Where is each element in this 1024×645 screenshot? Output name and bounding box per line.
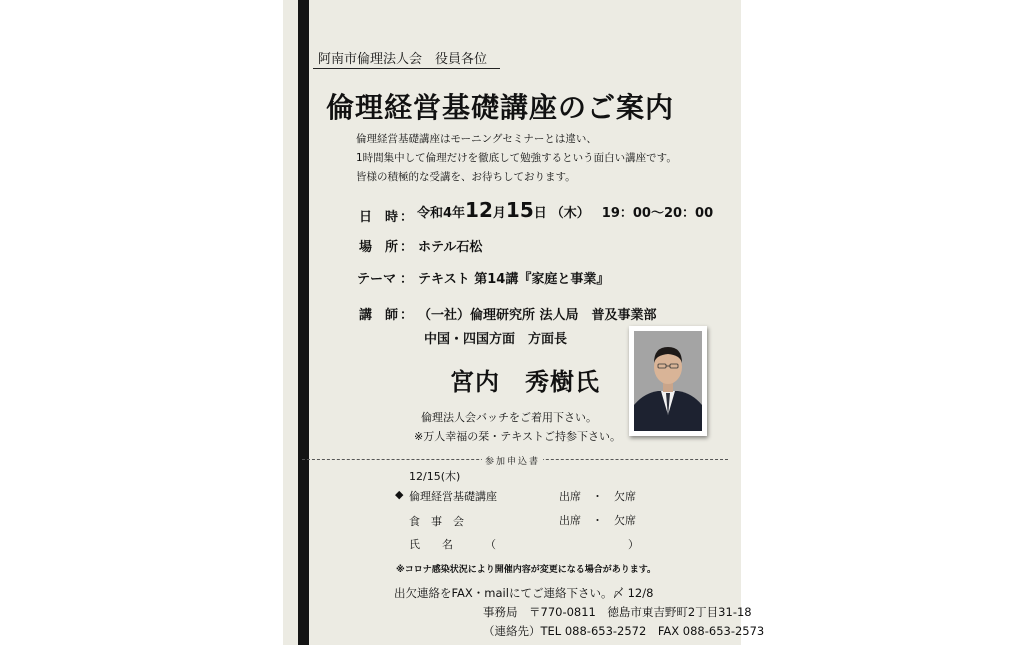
datetime-month: 12 — [465, 198, 493, 222]
lecturer-label: 講 師 — [359, 308, 399, 323]
theme-label: テーマ — [357, 272, 397, 287]
speaker-photo-frame — [629, 326, 707, 436]
left-accent-bar — [298, 0, 309, 645]
datetime-weekday: （木） — [550, 206, 590, 221]
datetime-label: 日 時 — [359, 210, 399, 225]
intro-line-3: 皆様の積極的な受講を、お待ちしております。 — [356, 171, 576, 183]
datetime-month-unit: 月 — [492, 206, 506, 221]
covid-warning: ※コロナ感染状況により開催内容が変更になる場合があります。 — [396, 565, 657, 575]
form-date: 12/15(木) — [409, 470, 461, 483]
intro-line-1: 倫理経営基礎講座はモーニングセミナーとは違い、 — [356, 133, 597, 145]
datetime-era: 令和4年 — [417, 206, 466, 221]
form-name-field[interactable] — [500, 536, 620, 550]
note-textbook: ※万人幸福の栞・テキストご持参下さい。 — [414, 430, 621, 443]
form-name-open: （ — [485, 538, 496, 551]
contact-office: 事務局 〒770-0811 徳島市東吉野町2丁目31-18 — [483, 605, 752, 619]
form-row-dinner-label: 食 事 会 — [409, 515, 464, 528]
datetime-value — [417, 198, 713, 222]
intro-line-2: 1時間集中して倫理だけを徹底して勉強するという面白い講座です。 — [356, 152, 677, 164]
page-title: 倫理経営基礎講座のご案内 — [326, 91, 675, 124]
datetime-time: 19：00～20：00 — [601, 206, 714, 221]
form-row-seminar-label: 倫理経営基礎講座 — [409, 490, 497, 503]
venue-sep: ： — [400, 240, 414, 255]
speaker-name: 宮内 秀樹氏 — [450, 368, 600, 396]
lecturer-org: （一社）倫理研究所 法人局 普及事業部 — [418, 308, 657, 323]
recipient-underline — [313, 68, 500, 69]
theme-value: テキスト 第14講『家庭と事業』 — [418, 272, 610, 287]
lecturer-sep: ： — [400, 308, 414, 323]
form-name-label: 氏 名 — [409, 538, 453, 551]
contact-phone: （連絡先）TEL 088-653-2572 FAX 088-653-2573 — [483, 624, 765, 638]
portrait-image — [634, 331, 702, 431]
form-row-dinner-options[interactable]: 出席 ・ 欠席 — [559, 514, 636, 527]
venue-value: ホテル石松 — [418, 240, 483, 255]
datetime-day: 15 — [505, 198, 534, 222]
venue-label: 場 所 — [359, 240, 399, 255]
datetime-sep: ： — [400, 210, 414, 225]
form-row-seminar-options[interactable]: 出席 ・ 欠席 — [559, 490, 636, 503]
lecturer-title: 中国・四国方面 方面長 — [424, 332, 568, 347]
form-name-close: ） — [628, 538, 639, 551]
speaker-photo — [634, 331, 702, 431]
note-badge: 倫理法人会バッチをご着用下さい。 — [421, 411, 597, 424]
form-bullet: ◆ — [395, 488, 404, 501]
theme-sep: ： — [400, 272, 414, 287]
contact-instruction: 出欠連絡をFAX・mailにてご連絡下さい。〆 12/8 — [394, 586, 654, 600]
form-header: 参加申込書 — [482, 454, 543, 467]
recipient-line-text: 阿南市倫理法人会 役員各位 — [318, 52, 488, 67]
datetime-day-unit: 日 — [533, 206, 547, 221]
